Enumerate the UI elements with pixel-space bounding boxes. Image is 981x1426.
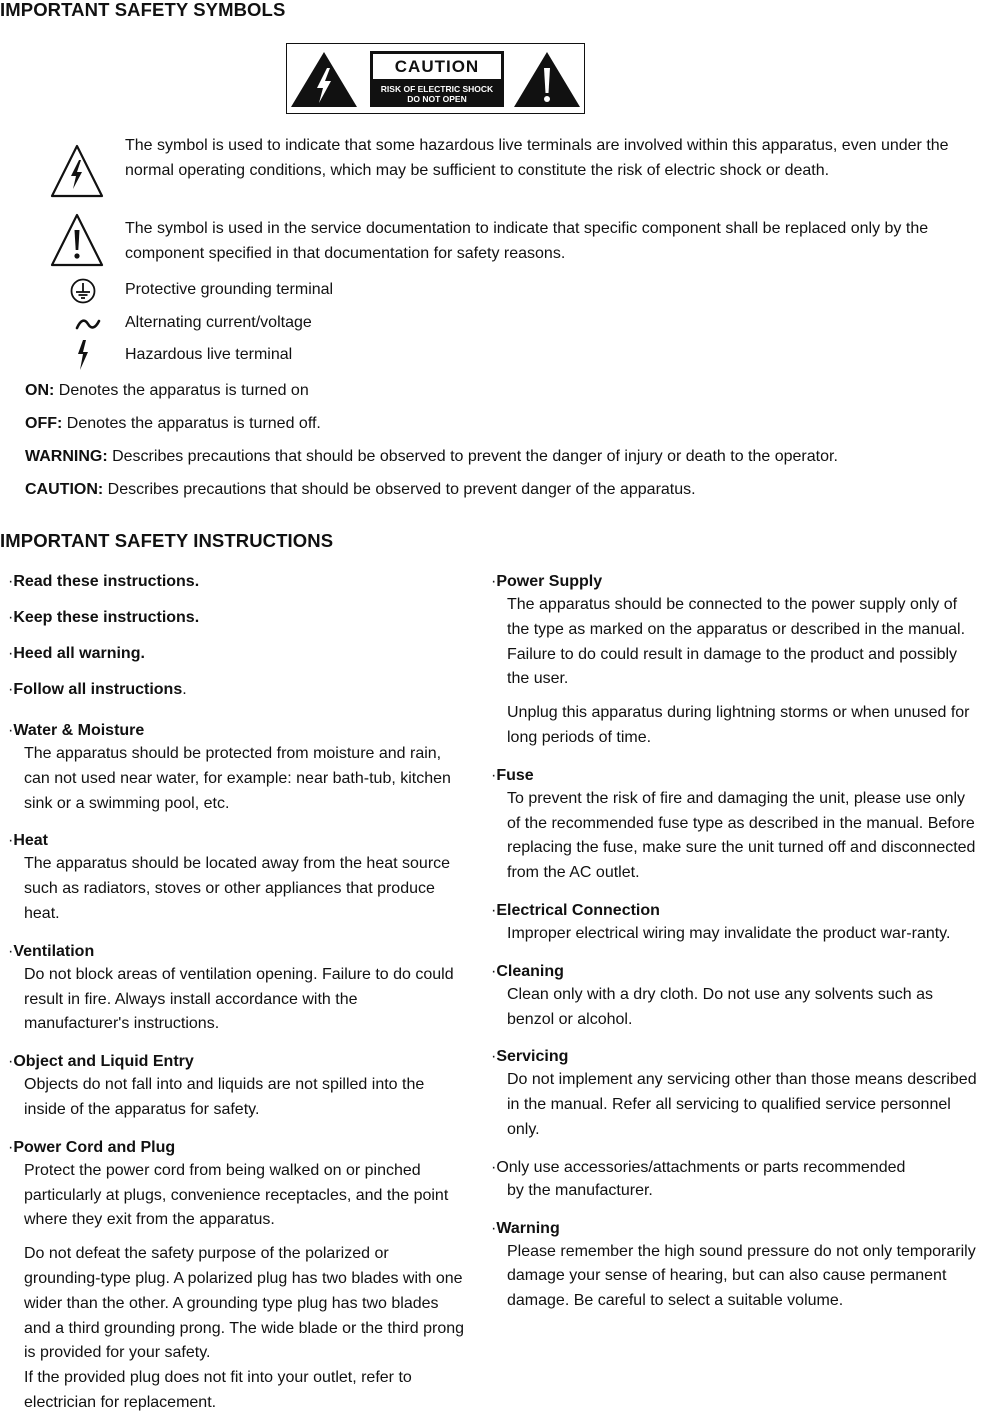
- bullet: ·: [8, 1138, 14, 1156]
- instruction-servicing: [491, 1046, 981, 1142]
- instruction-object-entry: [8, 1051, 466, 1123]
- instruction-heading: Warning: [496, 1219, 560, 1237]
- instruction-heed: [8, 643, 466, 665]
- lightning-triangle-icon: [290, 51, 358, 108]
- instruction-text: Improper electrical wiring may invalidate the product war-ranty.: [507, 924, 951, 942]
- definition-warning: [25, 446, 838, 468]
- do-not-open-text: DO NOT OPEN: [407, 94, 467, 104]
- instruction-heading: Only use accessories/attachments or parts recommended: [496, 1158, 906, 1176]
- risk-text: RISK OF ELECTRIC SHOCK: [380, 84, 494, 94]
- bullet: ·: [8, 609, 14, 626]
- bullet: ·: [491, 766, 497, 784]
- instruction-follow: [8, 679, 466, 701]
- instruction-heading: Heat: [13, 832, 49, 850]
- instruction-power-supply: [491, 571, 981, 751]
- instruction-heading: Fuse: [496, 766, 534, 784]
- instruction-ventilation: [8, 941, 466, 1037]
- instruction-read: [8, 571, 466, 593]
- symbol-description: Alternating current/voltage: [125, 314, 312, 331]
- caution-label: CAUTION: [373, 54, 501, 79]
- bullet: ·: [8, 1053, 14, 1071]
- instruction-heading: Servicing: [496, 1048, 569, 1066]
- instruction-heading: Read these instructions.: [13, 573, 200, 590]
- definition-text: Describes precautions that should be observed to prevent danger of the apparatus.: [103, 481, 696, 498]
- instruction-heading: Power Supply: [496, 573, 603, 590]
- instruction-text: Objects do not fall into and liquids are not spilled into the inside of the apparatus for safety.: [24, 1076, 425, 1118]
- ground-terminal-icon: [70, 278, 96, 304]
- definition-text: Denotes the apparatus is turned off.: [62, 415, 321, 432]
- instructions-right-column: [491, 571, 981, 1314]
- ac-tilde-icon: [75, 318, 101, 332]
- symbol-description: Protective grounding terminal: [125, 281, 334, 298]
- bullet: ·: [491, 573, 497, 590]
- instruction-heading: Heed all warning.: [13, 645, 145, 662]
- lightning-bolt-icon: [76, 340, 90, 370]
- instruction-heading: Object and Liquid Entry: [13, 1053, 194, 1071]
- instructions-left-column: [8, 571, 466, 1416]
- instructions-title: IMPORTANT SAFETY INSTRUCTIONS: [0, 530, 334, 551]
- instruction-power-cord: [8, 1137, 466, 1416]
- instruction-text: Do not implement any servicing other than those means described in the manual. Refer all servicing to qualified service personnel only.: [507, 1071, 977, 1138]
- bullet: ·: [491, 1158, 497, 1176]
- bullet: ·: [491, 901, 497, 919]
- instruction-heading: Keep these instructions.: [13, 609, 200, 626]
- symbol-description: The symbol is used in the service documentation to indicate that specific component shall be replaced only by the component specified in that documentation for safety reasons.: [125, 220, 929, 262]
- bullet: ·: [8, 832, 14, 850]
- bullet: ·: [491, 1219, 497, 1237]
- instruction-accessories: [491, 1157, 981, 1204]
- definition-term: OFF:: [25, 415, 63, 432]
- instruction-fuse: [491, 765, 981, 886]
- caution-label-box: [370, 51, 504, 107]
- instruction-text: To prevent the risk of fire and damaging the unit, please use only of the recommended fuse type as described in the manual. Before replacing the fuse, make sure the unit turned off and disconnected from the AC outlet.: [507, 789, 976, 882]
- instruction-heading: Power Cord and Plug: [13, 1138, 176, 1156]
- instruction-text: The apparatus should be connected to the power supply only of the type as marked on the apparatus or described in the manual. Failure to do could result in damage to the product and possibly the user.: [507, 596, 966, 688]
- bullet: ·: [491, 962, 497, 980]
- definition-on: [25, 380, 309, 402]
- instruction-electrical: [491, 900, 981, 947]
- instruction-heading: Electrical Connection: [496, 901, 660, 919]
- definition-term: ON:: [25, 382, 55, 399]
- lightning-triangle-icon: [49, 143, 105, 199]
- symbols-title: IMPORTANT SAFETY SYMBOLS: [0, 0, 286, 20]
- bullet: ·: [491, 1048, 497, 1066]
- instruction-text: by the manufacturer.: [507, 1181, 653, 1199]
- instruction-text: Protect the power cord from being walked on or pinched particularly at plugs, convenience receptacles, and the point where they exit from the apparatus.: [24, 1161, 449, 1229]
- symbol-description: The symbol is used to indicate that some hazardous live terminals are involved within this apparatus, even under the normal operating conditions, which may be sufficient to constitute the risk of electric shock or death.: [125, 137, 949, 179]
- bullet: ·: [8, 722, 14, 739]
- instruction-keep: [8, 607, 466, 629]
- instruction-heading: Ventilation: [13, 942, 95, 960]
- definition-term: CAUTION:: [25, 481, 104, 498]
- exclamation-triangle-icon: [49, 212, 105, 268]
- caution-banner: [286, 43, 585, 114]
- instruction-warning: [491, 1218, 981, 1314]
- bullet: ·: [8, 681, 14, 698]
- definition-text: Describes precautions that should be observed to prevent the danger of injury or death to the operator.: [107, 448, 838, 465]
- period: .: [182, 681, 187, 698]
- instruction-text: Clean only with a dry cloth. Do not use any solvents such as benzol or alcohol.: [507, 985, 933, 1028]
- instruction-text: The apparatus should be located away from the heat source such as radiators, stoves or other appliances that produce heat.: [24, 855, 451, 922]
- instruction-text: Unplug this apparatus during lightning storms or when unused for long periods of time.: [507, 704, 970, 746]
- bullet: ·: [8, 942, 14, 960]
- definition-text: Denotes the apparatus is turned on: [54, 382, 309, 399]
- instruction-heading: Water & Moisture: [13, 722, 145, 739]
- instruction-heat: [8, 830, 466, 926]
- instruction-cleaning: [491, 961, 981, 1033]
- bullet: ·: [8, 645, 14, 662]
- instruction-text: If the provided plug does not fit into your outlet, refer to electrician for replacement.: [24, 1369, 412, 1411]
- instruction-water: [8, 720, 466, 816]
- definition-term: WARNING:: [25, 448, 108, 465]
- instruction-text: The apparatus should be protected from moisture and rain, can not used near water, for example: near bath-tub, kitchen sink or a swimming pool, etc.: [24, 745, 451, 812]
- symbol-description: Hazardous live terminal: [125, 346, 293, 363]
- instruction-heading: Cleaning: [496, 962, 564, 980]
- definition-off: [25, 413, 321, 435]
- bullet: ·: [8, 573, 14, 590]
- instruction-text: Do not block areas of ventilation opening. Failure to do could result in fire. Always install accordance with the manufacturer's instructions.: [24, 965, 454, 1033]
- definition-caution: [25, 479, 696, 501]
- exclamation-triangle-icon: [513, 51, 581, 108]
- instruction-text: Do not defeat the safety purpose of the polarized or grounding-type plug. A polarized plug has two blades with one wider than the other. A grounding type plug has two blades and a third grounding prong. The wide blade or the third prong is provided for your safety.: [24, 1245, 465, 1362]
- instruction-text: Please remember the high sound pressure do not only temporarily damage your sense of hearing, but can also cause permanent damage. Be careful to select a suitable volume.: [507, 1242, 976, 1310]
- instruction-heading: Follow all instructions: [13, 681, 183, 698]
